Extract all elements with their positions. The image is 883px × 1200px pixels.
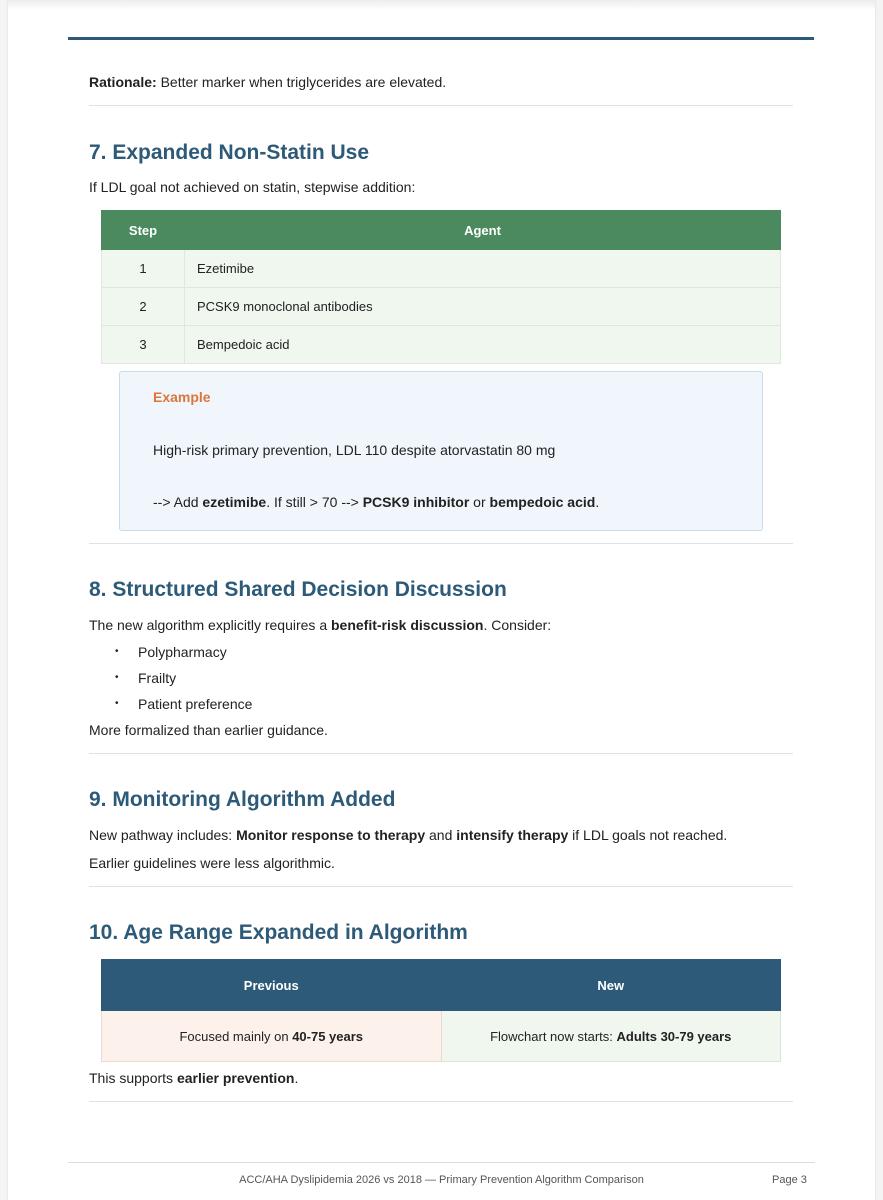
example-text: or	[469, 494, 490, 510]
section-9-heading: 9. Monitoring Algorithm Added	[89, 788, 396, 811]
example-bold-ezetimibe: ezetimibe	[202, 494, 267, 510]
table-header-row	[102, 211, 781, 250]
previous-column-header: Previous	[102, 960, 442, 1011]
step-number: 3	[102, 326, 185, 364]
age-range-table	[101, 959, 781, 1062]
new-column-header: New	[441, 960, 781, 1011]
section-divider	[89, 753, 793, 754]
agent-name: Bempedoic acid	[185, 326, 781, 364]
intro-text: The new algorithm explicitly requires a	[89, 617, 331, 633]
cell-bold: Adults 30-79 years	[616, 1028, 732, 1044]
rationale-text: Better marker when triglycerides are elevated.	[156, 74, 447, 90]
step-number: 1	[102, 250, 185, 288]
example-bold-bempedoic: bempedoic acid	[489, 494, 596, 510]
previous-cell	[102, 1011, 442, 1062]
example-bold-pcsk9: PCSK9 inhibitor	[362, 494, 470, 510]
cell-text: Flowchart now starts:	[490, 1028, 617, 1044]
table-row	[102, 288, 781, 326]
section-9-line1	[89, 825, 727, 845]
section-10-heading: 10. Age Range Expanded in Algorithm	[89, 921, 468, 944]
list-item-text: Frailty	[138, 670, 177, 686]
list-item-text: Polypharmacy	[138, 644, 227, 660]
list-item	[89, 668, 252, 694]
bold-intensify-therapy: intensify therapy	[456, 827, 569, 843]
list-item	[89, 694, 252, 720]
step-column-header: Step	[102, 211, 185, 250]
bullet-marker: •	[115, 646, 119, 657]
section-8-closing: More formalized than earlier guidance.	[89, 722, 328, 738]
body-text: if LDL goals not reached.	[568, 827, 728, 843]
footer-title: ACC/AHA Dyslipidemia 2026 vs 2018 — Primary Prevention Algorithm Comparison	[239, 1174, 644, 1186]
consideration-list	[89, 642, 252, 720]
section-8-heading: 8. Structured Shared Decision Discussion	[89, 578, 507, 601]
new-cell	[441, 1011, 781, 1062]
rationale-label: Rationale:	[89, 74, 157, 90]
page-number: Page 3	[772, 1174, 807, 1186]
agent-name: PCSK9 monoclonal antibodies	[185, 288, 781, 326]
bold-earlier-prevention: earlier prevention	[176, 1070, 295, 1086]
non-statin-steps-table	[101, 210, 781, 364]
example-callout	[119, 371, 763, 531]
section-9-line2: Earlier guidelines were less algorithmic.	[89, 855, 335, 871]
table-row	[102, 1011, 781, 1062]
header-rule	[68, 37, 814, 40]
example-action	[153, 494, 599, 510]
section-8-intro	[89, 615, 551, 635]
section-10-closing	[89, 1068, 298, 1088]
document-page	[8, 0, 875, 1200]
section-divider	[89, 543, 793, 544]
section-7-intro: If LDL goal not achieved on statin, stepwise addition:	[89, 179, 416, 195]
body-text: .	[294, 1070, 299, 1086]
table-row	[102, 250, 781, 288]
table-header-row	[102, 960, 781, 1011]
footer-rule	[68, 1162, 815, 1163]
step-number: 2	[102, 288, 185, 326]
bullet-marker: •	[115, 698, 119, 709]
agent-name: Ezetimibe	[185, 250, 781, 288]
intro-text: . Consider:	[483, 617, 552, 633]
example-scenario: High-risk primary prevention, LDL 110 despite atorvastatin 80 mg	[153, 442, 556, 458]
table-row	[102, 326, 781, 364]
example-text: . If still > 70 -->	[266, 494, 363, 510]
list-item-text: Patient preference	[138, 696, 253, 712]
body-text: This supports	[89, 1070, 177, 1086]
bullet-marker: •	[115, 672, 119, 683]
bold-monitor-response: Monitor response to therapy	[236, 827, 426, 843]
example-text: .	[595, 494, 600, 510]
intro-bold: benefit-risk discussion	[331, 617, 484, 633]
page-top-edge	[8, 0, 875, 10]
section-7-heading: 7. Expanded Non-Statin Use	[89, 141, 370, 164]
agent-column-header: Agent	[185, 211, 781, 250]
body-text: and	[425, 827, 457, 843]
cell-bold: 40-75 years	[292, 1028, 364, 1044]
list-item	[89, 642, 252, 668]
section-divider	[89, 105, 793, 106]
section-divider	[89, 1101, 793, 1102]
rationale-line	[89, 72, 446, 92]
section-divider	[89, 886, 793, 887]
cell-text: Focused mainly on	[179, 1028, 293, 1044]
body-text: New pathway includes:	[89, 827, 237, 843]
example-text: --> Add	[153, 494, 203, 510]
example-title: Example	[153, 389, 211, 405]
